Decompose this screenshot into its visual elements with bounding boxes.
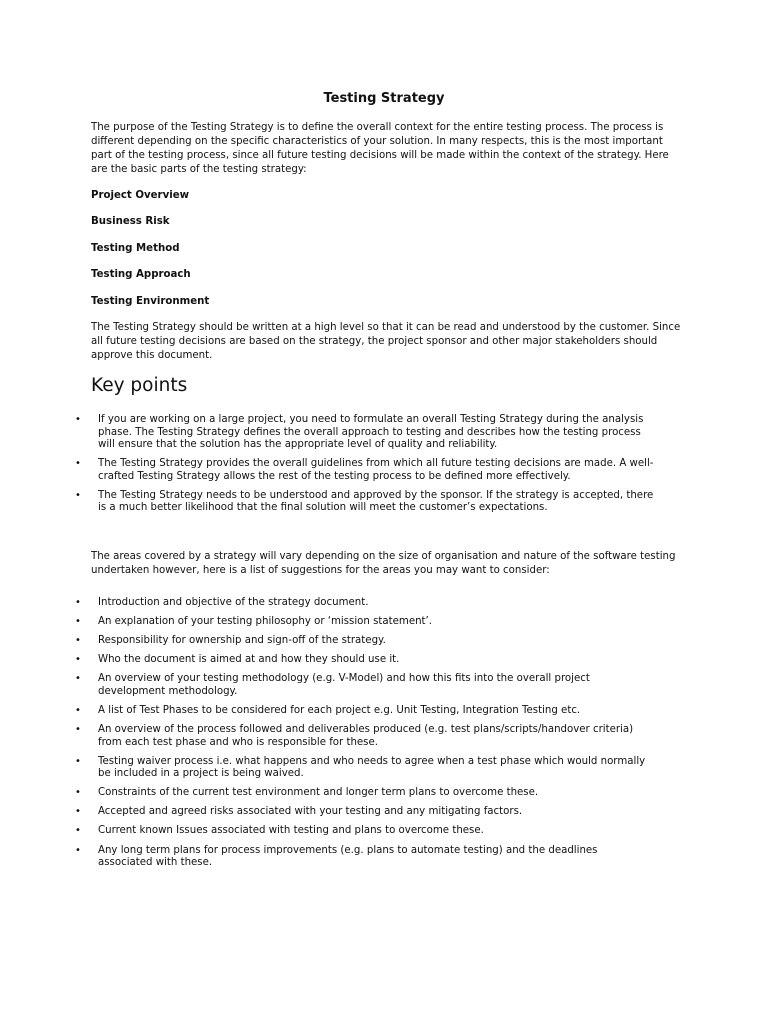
list-item-text: A list of Test Phases to be considered for each project e.g. Unit Testing, Integration Testing etc. [98, 704, 581, 716]
list-item [75, 756, 655, 781]
section-business-risk: Business Risk [91, 216, 170, 227]
bullet-icon: • [75, 616, 81, 628]
bullet-icon: • [75, 489, 81, 501]
list-item-text: An explanation of your testing philosophy or ‘mission statement’. [98, 616, 433, 628]
bullet-icon: • [75, 597, 81, 608]
list-item [75, 724, 655, 749]
list-item-text: An overview of your testing methodology (e.g. V-Model) and how this fits into the overall project development methodology. [98, 673, 590, 697]
list-item [75, 635, 655, 648]
section-project-overview: Project Overview [91, 190, 190, 201]
list-item-text: Current known Issues associated with testing and plans to overcome these. [98, 825, 484, 837]
bullet-icon: • [75, 806, 81, 818]
key-points-heading: Key points [91, 375, 188, 396]
section-testing-approach: Testing Approach [91, 269, 191, 280]
bullet-icon: • [75, 654, 81, 666]
list-item [75, 616, 655, 629]
bullet-icon: • [75, 704, 81, 716]
bullet-icon: • [75, 673, 81, 685]
document-title: Testing Strategy [323, 91, 445, 106]
list-item [75, 490, 655, 515]
summary-paragraph: The Testing Strategy should be written at a high level so that it can be read and understood by the customer. Since all future testing decisions are based on the strategy, the project sponsor and other major stakeholders should approve this document. [91, 322, 681, 361]
list-item-text: The Testing Strategy needs to be understood and approved by the sponsor. If the strategy is accepted, there is a much better likelihood that the final solution will meet the customer’s expectations. [98, 489, 654, 513]
section-testing-method: Testing Method [91, 243, 180, 254]
list-item-text: Accepted and agreed risks associated with your testing and any mitigating factors. [98, 806, 523, 818]
list-item-text: If you are working on a large project, you need to formulate an overall Testing Strategy during the analysis phase. The Testing Strategy defines the overall approach to testing and describes how the testing process will ensure that the solution has the appropriate level of quality and reliability. [98, 414, 644, 450]
bullet-icon: • [75, 458, 81, 469]
areas-intro-paragraph: The areas covered by a strategy will vary depending on the size of organisation and nature of the software testing undertaken however, here is a list of suggestions for the areas you may want to consider: [91, 551, 676, 576]
list-item [75, 806, 655, 819]
list-item [75, 673, 655, 698]
bullet-icon: • [75, 825, 81, 837]
list-item [75, 414, 655, 452]
list-item [75, 705, 655, 718]
list-item [75, 787, 655, 800]
bullet-icon: • [75, 724, 81, 736]
list-item [75, 654, 655, 667]
list-item-text: Testing waiver process i.e. what happens and who needs to agree when a test phase which would normally be included in a project is being waived. [98, 755, 646, 780]
key-points-list [75, 414, 655, 521]
list-item [75, 597, 655, 610]
bullet-icon: • [75, 844, 81, 856]
list-item [75, 845, 655, 870]
list-item-text: Who the document is aimed at and how they should use it. [98, 654, 400, 666]
list-item-text: An overview of the process followed and deliverables produced (e.g. test plans/scripts/handover criteria) from each test phase and who is responsible for these. [98, 724, 634, 748]
list-item [75, 825, 655, 838]
list-item [75, 458, 655, 483]
list-item-text: Responsibility for ownership and sign-off of the strategy. [98, 635, 386, 647]
intro-paragraph: The purpose of the Testing Strategy is to define the overall context for the entire testing process. The process is different depending on the specific characteristics of your solution. In many respects, this is the most important part of the testing process, since all future testing decisions will be made within the context of the strategy. Here are the basic parts of the testing strategy: [91, 122, 669, 175]
list-item-text: Constraints of the current test environment and longer term plans to overcome these. [98, 787, 539, 799]
areas-list [75, 597, 655, 876]
list-item-text: Introduction and objective of the strategy document. [98, 597, 369, 608]
list-item-text: The Testing Strategy provides the overall guidelines from which all future testing decisions are made. A well-crafted Testing Strategy allows the rest of the testing process to be defined more effectively. [98, 458, 654, 482]
bullet-icon: • [75, 787, 81, 799]
list-item-text: Any long term plans for process improvements (e.g. plans to automate testing) and the deadlines associated with these. [98, 844, 598, 869]
bullet-icon: • [75, 755, 81, 767]
bullet-icon: • [75, 414, 81, 425]
bullet-icon: • [75, 635, 81, 647]
section-testing-environment: Testing Environment [91, 296, 210, 307]
